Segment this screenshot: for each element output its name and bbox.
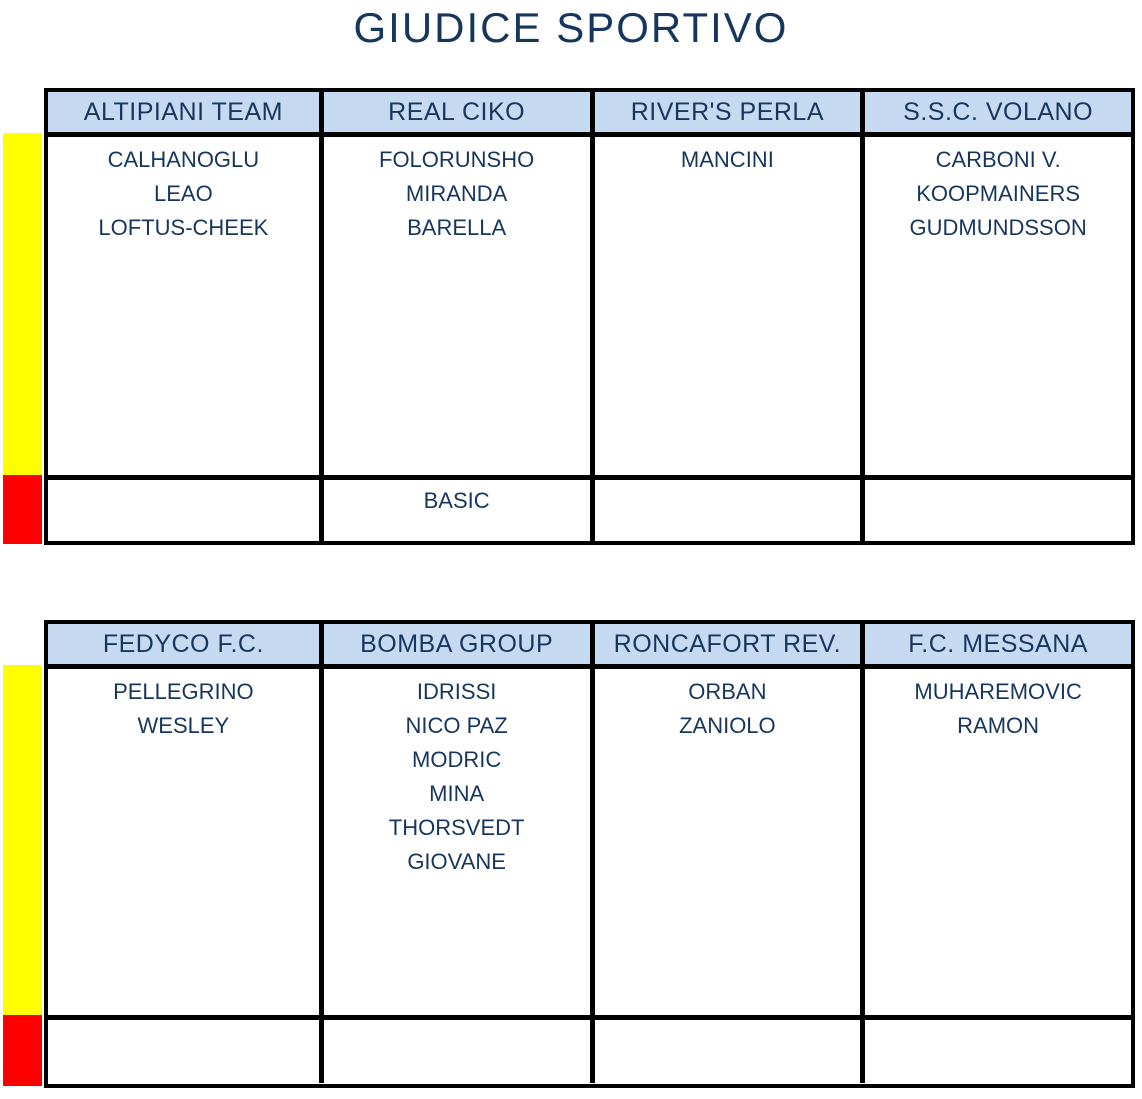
yellow-cards-cell [319,669,590,1015]
player-name: FOLORUNSHO [379,147,535,172]
player-name: WESLEY [137,713,230,738]
player-name: GUDMUNDSSON [909,215,1087,240]
red-cards-row [48,1015,1131,1083]
yellow-cards-cell [590,669,861,1015]
yellow-cards-cell [860,137,1131,475]
page-title: GIUDICE SPORTIVO [353,4,789,51]
team-header-fedyco-fc: FEDYCO F.C. [48,624,319,664]
player-name: NICO PAZ [405,713,508,738]
yellow-cards-cell [590,137,861,475]
team-header-rivers-perla: RIVER'S PERLA [590,92,861,132]
red-cards-cell [590,480,861,541]
yellow-cards-cell [319,137,590,475]
yellow-cards-row [48,137,1131,475]
player-name: CALHANOGLU [107,147,260,172]
team-header-altipiani-team: ALTIPIANI TEAM [48,92,319,132]
player-name: LEAO [154,181,213,206]
team-header-fc-messana: F.C. MESSANA [860,624,1131,664]
team-header-roncafort-rev: RONCAFORT REV. [590,624,861,664]
player-name: MUHAREMOVIC [914,679,1082,704]
card-table-1 [44,88,1135,545]
red-cards-cell [590,1020,861,1083]
team-header-row [48,624,1131,669]
red-cards-cell [319,1020,590,1083]
player-name: MINA [429,781,485,806]
yellow-card-bar [3,665,42,1015]
player-name: ORBAN [688,679,767,704]
red-cards-cell [319,480,590,541]
red-card-bar [3,1015,42,1086]
yellow-cards-cell [48,137,319,475]
player-name: MODRIC [412,747,502,772]
player-name: IDRISSI [416,679,497,704]
player-name: BASIC [423,488,490,513]
yellow-cards-cell [860,669,1131,1015]
red-cards-cell [860,480,1131,541]
player-name: KOOPMAINERS [916,181,1081,206]
team-header-bomba-group: BOMBA GROUP [319,624,590,664]
player-name: MANCINI [680,147,774,172]
team-header-real-ciko: REAL CIKO [319,92,590,132]
team-header-ssc-volano: S.S.C. VOLANO [860,92,1131,132]
red-cards-cell [48,1020,319,1083]
card-table-2 [44,620,1135,1088]
player-name: BARELLA [407,215,507,240]
red-card-bar [3,475,42,544]
team-header-row [48,92,1131,137]
player-name: ZANIOLO [679,713,776,738]
player-name: GIOVANE [407,849,506,874]
player-name: MIRANDA [405,181,508,206]
player-name: LOFTUS-CHEEK [98,215,269,240]
yellow-cards-cell [48,669,319,1015]
yellow-card-bar [3,133,42,475]
red-cards-row [48,475,1131,541]
player-name: RAMON [957,713,1040,738]
player-name: THORSVEDT [388,815,525,840]
player-name: PELLEGRINO [113,679,254,704]
red-cards-cell [860,1020,1131,1083]
player-name: CARBONI V. [935,147,1061,172]
red-cards-cell [48,480,319,541]
yellow-cards-row [48,669,1131,1015]
